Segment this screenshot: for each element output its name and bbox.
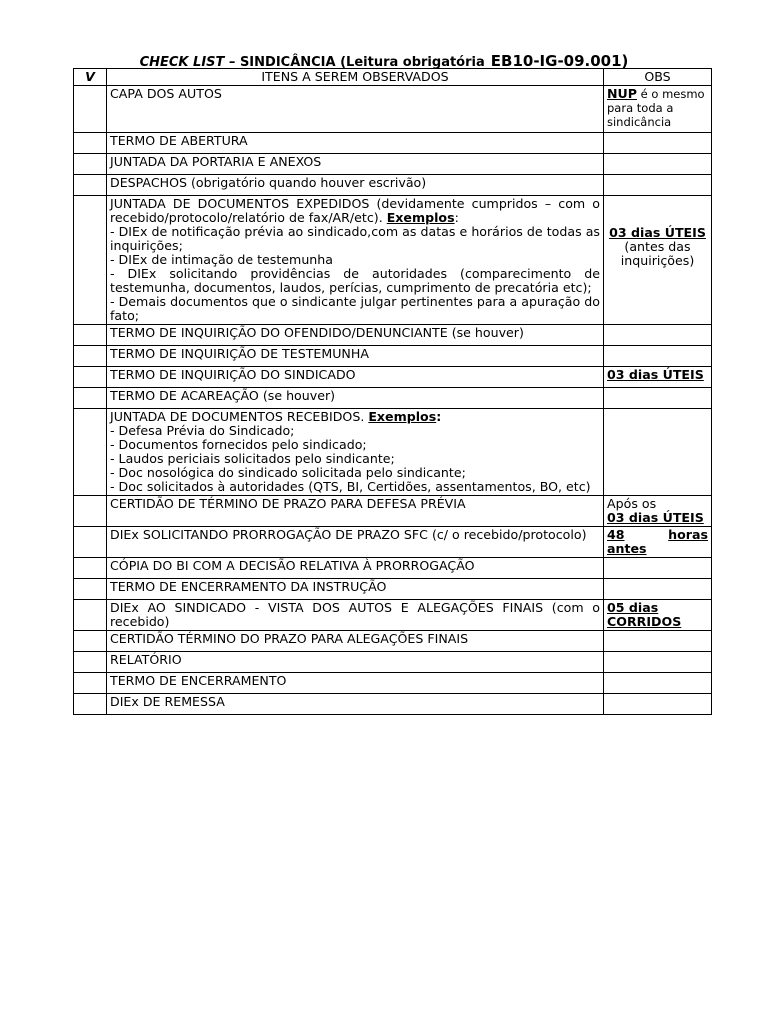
table-row [74,409,712,496]
table-row [74,579,712,600]
check-cell[interactable] [74,325,107,346]
obs-cell [604,631,712,652]
check-cell[interactable] [74,652,107,673]
obs-cell [604,325,712,346]
item-cell [107,409,604,496]
obs-cell [604,496,712,527]
obs-cell [604,367,712,388]
examples-label: Exemplos [368,409,437,424]
item-line: - Documentos fornecidos pelo sindicado; [110,437,367,452]
obs-cell [604,600,712,631]
item-cell: DIEx DE REMESSA [107,694,604,715]
item-cell: JUNTADA DA PORTARIA E ANEXOS [107,154,604,175]
check-cell[interactable] [74,694,107,715]
table-row [74,527,712,558]
table-row [74,600,712,631]
item-line: - Demais documentos que o sindicante julgar pertinentes para a apuração do fato; [110,294,600,323]
item-cell: RELATÓRIO [107,652,604,673]
obs-cell [604,175,712,196]
header-obs: OBS [604,69,712,86]
table-row [74,631,712,652]
item-line: - Doc nosológica do sindicado solicitada pelo sindicante; [110,465,466,480]
title-reading: (Leitura obrigatória [340,55,485,70]
check-cell[interactable] [74,527,107,558]
obs-bold: 03 dias ÚTEIS [607,367,704,382]
item-line: - DIEx solicitando providências de autoridades (comparecimento de testemunha, documentos, laudos, perícias, cumprimento de precatória etc); [110,266,600,295]
item-cell: TERMO DE ACAREAÇÃO (se houver) [107,388,604,409]
obs-cell [604,652,712,673]
obs-cell [604,346,712,367]
check-cell[interactable] [74,346,107,367]
item-line: - DIEx de notificação prévia ao sindicado,com as datas e horários de todas as inquirições; [110,224,600,253]
item-cell: TERMO DE ABERTURA [107,133,604,154]
table-row [74,673,712,694]
item-cell: CERTIDÃO TÉRMINO DO PRAZO PARA ALEGAÇÕES FINAIS [107,631,604,652]
obs-bold: horas [668,527,708,542]
obs-cell [604,558,712,579]
check-cell[interactable] [74,86,107,133]
item-line: - Doc solicitados à autoridades (QTS, BI, Certidões, assentamentos, BO, etc) [110,479,591,494]
obs-bold: antes [607,541,647,556]
item-intro: JUNTADA DE DOCUMENTOS EXPEDIDOS (devidamente cumpridos – com o recebido/protocolo/relatório de fax/AR/etc). [110,196,600,225]
obs-cell [604,388,712,409]
examples-label: Exemplos [386,210,455,225]
obs-cell [604,673,712,694]
examples-colon: : [436,409,442,424]
item-cell: CAPA DOS AUTOS [107,86,604,133]
table-row [74,325,712,346]
table-header-row [74,69,712,86]
obs-bold: 03 dias ÚTEIS [607,510,704,525]
item-cell: DIEx AO SINDICADO - VISTA DOS AUTOS E ALEGAÇÕES FINAIS (com o recebido) [107,600,604,631]
check-cell[interactable] [74,367,107,388]
table-row [74,175,712,196]
check-cell[interactable] [74,154,107,175]
item-cell: TERMO DE INQUIRIÇÃO DO SINDICADO [107,367,604,388]
obs-text: é o mesmo para toda a sindicância [607,87,705,129]
table-row [74,196,712,325]
table-row [74,86,712,133]
table-row [74,346,712,367]
check-cell[interactable] [74,496,107,527]
item-cell: TERMO DE INQUIRIÇÃO DE TESTEMUNHA [107,346,604,367]
check-cell[interactable] [74,175,107,196]
obs-cell [604,196,712,325]
table-row [74,694,712,715]
title-checklist: CHECK LIST [139,55,225,70]
examples-colon: : [454,210,459,225]
obs-cell [604,694,712,715]
check-cell[interactable] [74,579,107,600]
check-cell[interactable] [74,409,107,496]
title-code: EB10-IG-09.001) [490,52,629,70]
obs-text: (antes das inquirições) [620,239,695,268]
check-cell[interactable] [74,388,107,409]
header-v: V [74,69,107,86]
check-cell[interactable] [74,673,107,694]
obs-bold: CORRIDOS [607,614,682,629]
check-cell[interactable] [74,600,107,631]
item-intro: JUNTADA DE DOCUMENTOS RECEBIDOS. [110,409,369,424]
item-cell: TERMO DE ENCERRAMENTO [107,673,604,694]
obs-bold: NUP [607,86,637,101]
table-row [74,154,712,175]
table-row [74,367,712,388]
obs-cell [604,133,712,154]
table-row [74,496,712,527]
check-cell[interactable] [74,631,107,652]
obs-cell [604,86,712,133]
check-cell[interactable] [74,133,107,154]
obs-cell [604,579,712,600]
item-cell [107,196,604,325]
header-items: ITENS A SEREM OBSERVADOS [107,69,604,86]
table-row [74,388,712,409]
checklist-table [73,68,712,715]
item-cell: DIEx SOLICITANDO PRORROGAÇÃO DE PRAZO SFC (c/ o recebido/protocolo) [107,527,604,558]
check-cell[interactable] [74,196,107,325]
item-line: - Laudos periciais solicitados pelo sindicante; [110,451,395,466]
obs-bold: 05 dias [607,600,659,615]
title-sindicancia: – SINDICÂNCIA [224,55,341,70]
obs-text: Após os [607,496,657,511]
table-row [74,133,712,154]
check-cell[interactable] [74,558,107,579]
table-row [74,652,712,673]
obs-bold: 48 [607,527,625,542]
item-cell: DESPACHOS (obrigatório quando houver escrivão) [107,175,604,196]
obs-cell [604,409,712,496]
obs-cell [604,527,712,558]
item-cell: CERTIDÃO DE TÉRMINO DE PRAZO PARA DEFESA PRÉVIA [107,496,604,527]
item-cell: CÓPIA DO BI COM A DECISÃO RELATIVA À PRORROGAÇÃO [107,558,604,579]
item-cell: TERMO DE INQUIRIÇÃO DO OFENDIDO/DENUNCIANTE (se houver) [107,325,604,346]
table-row [74,558,712,579]
item-line: - DIEx de intimação de testemunha [110,252,333,267]
obs-bold: 03 dias ÚTEIS [609,225,706,240]
item-line: - Defesa Prévia do Sindicado; [110,423,295,438]
obs-cell [604,154,712,175]
item-cell: TERMO DE ENCERRAMENTO DA INSTRUÇÃO [107,579,604,600]
